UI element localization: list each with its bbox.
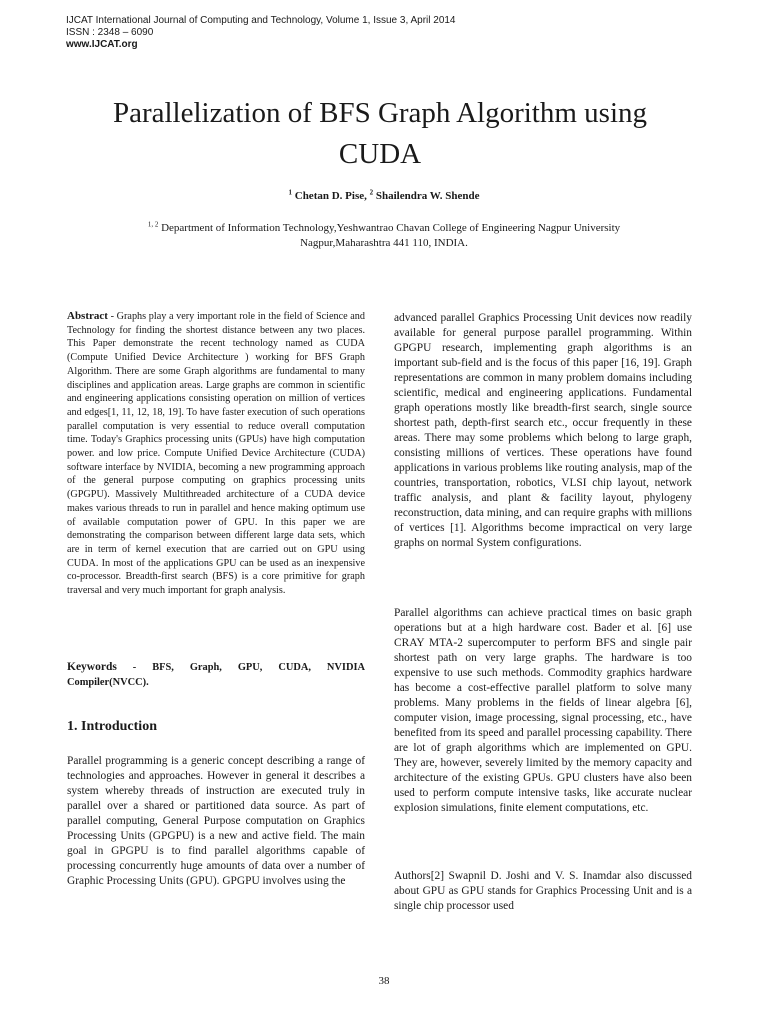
intro-paragraph-4 xyxy=(394,869,692,914)
paper-title: Parallelization of BFS Graph Algorithm using CUDA xyxy=(112,97,648,170)
intro-paragraph-1 xyxy=(67,754,365,889)
affiliation-line2: Nagpur,Maharashtra 441 110, INDIA. xyxy=(300,237,468,249)
intro-paragraph-2 xyxy=(394,311,692,551)
abstract-text: - Graphs play a very important role in the field of Science and Technology for finding the shortest distance between any two places. This Paper demonstrate the recent technology named as CUDA (Compute Unified Device Architecture ) working for BFS Graph Algorithm. There are some Graph algorithms are fundamental to many disciplines and application areas. Large graphs are common in scientific and engineering applications consisting operation on million of vertices and edges[1, 11, 12, 18, 19]. To have faster execution of such operations parallel computation is very essential to reduce overall computation time. Today's Graphics processing units (GPUs) have high computation power. and low price. Compute Unified Device Architecture (CUDA) software interface by NVIDIA, becoming a new programming approach of the general purpose computing on graphics processing units (GPGPU). Massively Multithreaded architecture of a CUDA device makes various threads to run in parallel and hence making optimum use of available computation power of GPU. In this paper we are demonstrating the comparison between different large data sets, which are in term of kernel execution that are carried out on GPU using CUDA. In most of the applications GPU can be used as an inexpensive co-processor. Breadth-first search (BFS) is a core primitive for graph traversal and very much important for graph analysis. xyxy=(67,311,365,597)
abstract-label: Abstract xyxy=(67,310,108,322)
author2-superscript: 2 xyxy=(369,188,374,197)
abstract-block xyxy=(67,310,365,598)
affiliation-line1: Department of Information Technology,Yeshwantrao Chavan College of Engineering Nagpur University xyxy=(158,222,621,234)
keywords-text: - BFS, Graph, GPU, CUDA, NVIDIA Compiler(NVCC). xyxy=(67,662,365,688)
journal-header xyxy=(66,15,456,51)
author-line xyxy=(0,190,768,202)
page-number: 38 xyxy=(378,975,390,987)
paragraph-text: Parallel programming is a generic concept describing a range of technologies and approaches. However in general it describes a system whereby threads of instruction are executed truly in parallel over a shared or partitioned data source. As part of parallel computing, General Purpose computation on Graphics Processing Units (GPGPU) is a new and active field. The main goal in GPGPU is to find parallel algorithms capable of processing concurrently huge amounts of data over a number of Graphic Processing Units (GPU). GPGPU involves using the xyxy=(67,755,365,887)
intro-paragraph-3 xyxy=(394,606,692,816)
journal-issn: ISSN : 2348 – 6090 xyxy=(66,27,154,38)
author1-superscript: 1 xyxy=(288,188,292,197)
author1-name: Chetan D. Pise, xyxy=(292,190,370,202)
author2-name: Shailendra W. Shende xyxy=(373,190,480,202)
affiliation-superscript: 1, 2 xyxy=(147,220,159,229)
paragraph-text: Parallel algorithms can achieve practical times on basic graph operations but at a high hardware cost. Bader et al. [6] use CRAY MTA-2 supercomputer to perform BFS and single pair shortest path on very large graphs. The hardware is too expensive to use such methods. Commodity graphics hardware has become a cost-effective parallel platform to solve many problems. Many problems in the fields of linear algebra [6], computer vision, image processing, signal processing, etc., have benefited from its speed and parallel processing capability. There are lot of graph algorithms which are implemented on GPU. They are, however, severely limited by the memory capacity and architecture of the existing GPUs. GPU clusters have also been used to perform compute intensive tasks, like accurate nuclear explosion simulations, finite element computations, etc. xyxy=(394,607,692,814)
section-heading-introduction: 1. Introduction xyxy=(67,719,157,734)
journal-citation: IJCAT International Journal of Computing and Technology, Volume 1, Issue 3, April 2014 xyxy=(66,15,456,26)
affiliation xyxy=(100,221,668,251)
keywords-block xyxy=(67,660,365,690)
paragraph-text: Authors[2] Swapnil D. Joshi and V. S. Inamdar also discussed about GPU as GPU stands for Graphics Processing Unit and is a single chip processor used xyxy=(394,870,692,912)
journal-website: www.IJCAT.org xyxy=(66,39,138,50)
keywords-label: Keywords xyxy=(67,661,117,673)
paragraph-text: advanced parallel Graphics Processing Unit devices now readily available for general purpose parallel programming. Within GPGPU research, implementing graph algorithms is an important sub-field and is the focus of this paper [16, 19]. Graph representations are common in many problem domains including scientific, medical and engineering applications. Fundamental graph operations mostly like breadth-first search, single source shortest path, depth-first search etc., occur frequently in these areas. There may some problems which belong to large graph, consisting millions of vertices. These operations have found applications in various problems like routing analysis, map of the countries, transportation, robotics, VLSI chip layout, network traffic analysis, and plant & facility layout, phylogeny reconstruction, data mining, and can require graphs with millions of vertices [1]. Algorithms become impractical on very large graphs on normal System configurations. xyxy=(394,312,692,549)
